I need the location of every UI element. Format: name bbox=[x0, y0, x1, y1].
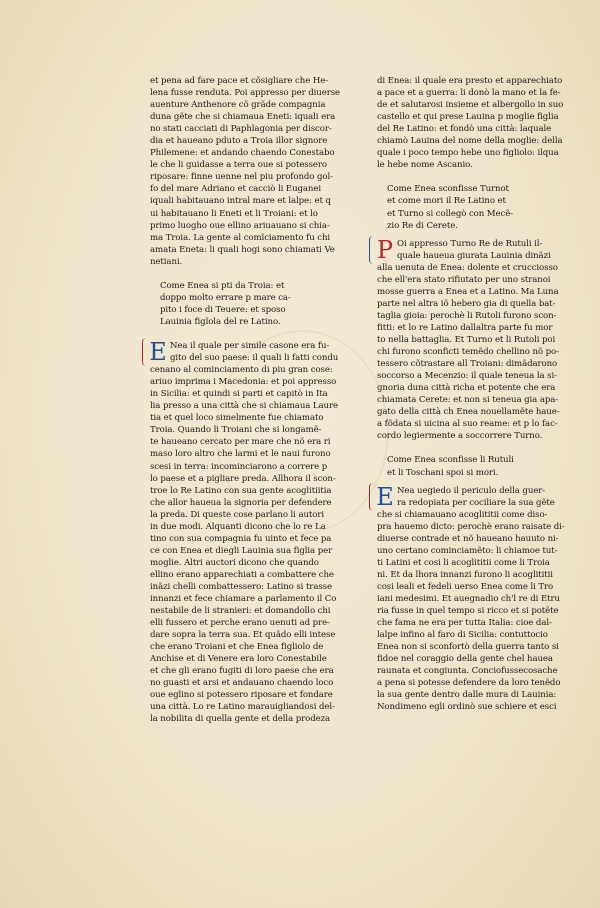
text-line: ariuo imprima i Macedonia: et poi appresso bbox=[150, 377, 337, 388]
text-line: troe lo Re Latino con sua gente acoglitiitia bbox=[150, 485, 332, 496]
text-line: dare sopra la terra sua. Et quãdo elli intese bbox=[150, 630, 336, 641]
text-line: et come mori il Re Latino et bbox=[387, 196, 506, 207]
right-chapter-heading-2 bbox=[377, 454, 600, 478]
text-line: raunata et congiunta. Conciofussecosache bbox=[377, 666, 558, 677]
text-line: alla uenuta de Enea: dolente et crucciosso bbox=[377, 262, 558, 273]
text-line: inãzi chelli combattessero: Latino si trasse bbox=[150, 581, 332, 592]
text-line: scesi in terra: incominciarono a correre p bbox=[150, 461, 328, 472]
text-line: chi furono sconficti temẽdo chellino nõ po- bbox=[377, 347, 559, 358]
text-line: Nea uegiedo il periculo della guer- bbox=[397, 485, 546, 496]
text-line: lena fusse renduta. Poi appresso per diuerse bbox=[150, 88, 341, 99]
text-line: ui habitauano li Eneti et li Troiani: et lo bbox=[150, 208, 318, 219]
text-line: che allor haueua la signoria per defendere bbox=[150, 497, 332, 508]
text-line: Troia. Quando li Troiani che si longamẽ- bbox=[150, 425, 322, 436]
text-line: de et salutarosi insieme et albergollo in suo bbox=[377, 100, 564, 111]
text-line: amata Eneta: li quali hogi sono chiamati Ve bbox=[150, 244, 335, 255]
text-line: nestabile de li stranieri: et domandollo chi bbox=[150, 606, 331, 617]
text-line: iani medesimi. Et auegnadio ch'l re di Etru bbox=[377, 593, 560, 604]
right-chapter-heading-1 bbox=[377, 183, 600, 231]
text-line: Come Enea sconfisse li Rutuli bbox=[387, 455, 514, 466]
text-line: ce con Enea et diegli Lauinia sua figlia per bbox=[150, 545, 333, 556]
text-line: et Turno si collegò con Mecẽ- bbox=[387, 208, 513, 219]
text-line: Lauinia figlola del re Latino. bbox=[160, 316, 281, 327]
text-line: cosi leali et fedeli uerso Enea come li Tro bbox=[377, 581, 554, 592]
text-line: quale haueua giurata Lauinia dinãzi bbox=[397, 250, 551, 261]
text-line: mosse guerra a Enea et a Latino. Ma Luna bbox=[377, 286, 559, 297]
text-line: in Sicilia: et quindi si parti et capitò in Ita bbox=[150, 389, 328, 400]
text-line: taglia gioia: perochè li Rutoli furono scon- bbox=[377, 310, 557, 321]
text-line: duna gẽte che si chiamaua Eneti: iquali era bbox=[150, 112, 336, 123]
text-line: Nea il quale per simile casone era fu- bbox=[170, 341, 330, 352]
right-text-block-2 bbox=[376, 235, 600, 443]
text-line: no guasti et arsi et andauano chaendo loco bbox=[150, 678, 334, 689]
text-line: Oi appresso Turno Re de Rutuli il- bbox=[397, 238, 543, 249]
text-line: riposare: finne uenne nel piu profondo gol- bbox=[150, 172, 333, 183]
text-line: te haueano cercato per mare che nõ era ri bbox=[150, 437, 331, 448]
text-line: tia et quel loco simelmente fue chiamato bbox=[150, 413, 324, 424]
text-line: no stati cacciati di Paphlagonia per discor- bbox=[150, 124, 332, 135]
text-line: Philemene: et andando chaendo Conestabo bbox=[150, 148, 335, 159]
text-line: to nella battaglia. Et Turno et li Rutoli poi bbox=[377, 334, 556, 345]
text-line: a fõdata si uicina al suo reame: et p lo fac- bbox=[377, 419, 558, 430]
text-line: ra redopiata per cociliare la sua gẽte bbox=[397, 497, 555, 508]
text-line: netiani. bbox=[150, 256, 183, 267]
text-line: et li Toschani spoi si mori. bbox=[387, 467, 499, 478]
text-line: la preda. Di queste cose parlano li autori bbox=[150, 509, 324, 520]
text-line: castello et qui prese Lauina p moglie figlia bbox=[377, 112, 559, 123]
text-line: fidoe nel coraggio della gente chel hauea bbox=[377, 654, 553, 665]
text-line: soccorso a Mecenzio: il quale teneua la si- bbox=[377, 371, 557, 382]
text-line: Nondimeno egli ordinò sue schiere et esci bbox=[377, 702, 557, 713]
text-line: la nobilita di quella gente et della prodeza bbox=[150, 714, 331, 725]
text-line: di Enea: il quale era presto et apparechiato bbox=[377, 76, 563, 86]
text-line: tino con sua compagnia fu uinto et fece pa bbox=[150, 533, 332, 544]
text-line: cordo legiermente a soccorrere Turno. bbox=[377, 431, 543, 442]
text-line: lalpe infino al faro di Sicilia: contuttocio bbox=[377, 630, 548, 641]
text-line: pito i foce di Teuere: et sposo bbox=[160, 304, 286, 315]
text-line: chiamò Lauina del nome della moglie: della bbox=[377, 136, 563, 147]
text-line: et pena ad fare pace et cõsigliare che He- bbox=[150, 76, 329, 86]
decorated-initial: E bbox=[376, 482, 394, 511]
text-line: chiamata Cerete: et non si teneua gia apa- bbox=[377, 395, 559, 406]
text-line: innanzi et fece chiamare a parlamento il Co bbox=[150, 594, 337, 605]
right-column bbox=[377, 75, 600, 713]
text-line: moglie. Altri auctori dicono che quando bbox=[150, 557, 319, 568]
text-line: maso loro altro che larmi et le naui furono bbox=[150, 449, 331, 460]
text-line: doppo molto errare p mare ca- bbox=[160, 292, 291, 303]
text-line: a pena si potesse defendere da loro tenẽdo bbox=[377, 678, 561, 689]
text-line: lo paese et a pigliare preda. Allhora il scon- bbox=[150, 473, 336, 484]
text-line: primo luogho oue ellino ariuauano si chia- bbox=[150, 220, 330, 231]
text-line: fo del mare Adriano et cacciò li Euganei bbox=[150, 184, 321, 195]
text-line: auenture Anthenore cõ grãde compagnia bbox=[150, 100, 326, 111]
text-line: quale i poco tempo hebe uno figliolo: ilqua bbox=[377, 148, 559, 159]
text-line: lia presso a una città che si chiamaua Laure bbox=[150, 401, 338, 412]
decorated-initial: P bbox=[376, 235, 394, 264]
text-line: parte nel altra iõ hebero gia di quella bat- bbox=[377, 298, 556, 309]
text-line: ma Troia. La gente al comĩciamento fu chi bbox=[150, 232, 331, 243]
text-line: la sua gente dentro dalle mura di Lauinia: bbox=[377, 690, 557, 701]
text-line: uno certano cominciamẽto: li chiamoe tut- bbox=[377, 545, 558, 556]
text-line: Come Enea si pti da Troia: et bbox=[160, 280, 285, 291]
left-column bbox=[150, 75, 384, 726]
text-line: et che gli erano fugiti di loro paese che era bbox=[150, 666, 334, 677]
text-line: cenano al cominciamento di piu gran cose: bbox=[150, 365, 333, 376]
text-line: ellino erano apparechiati a combattere che bbox=[150, 569, 334, 580]
text-line: elli fussero et perche erano uenuti ad pre- bbox=[150, 618, 330, 629]
text-line: gnoria duna città richa et potente che era bbox=[377, 383, 556, 394]
text-line: Anchise et di Venere era loro Conestabile bbox=[150, 654, 327, 665]
text-line: Enea non si sconfortò della guerra tanto si bbox=[377, 642, 559, 653]
text-line: che si chiamauano acoglititii come diso- bbox=[377, 509, 548, 520]
text-line: del Re Latino: et fondò una città: laquale bbox=[377, 124, 552, 135]
text-line: ti Latini et cosi li acoglititii come li Troia bbox=[377, 557, 550, 568]
text-line: che ell'era stato rifiutato per uno stranoi bbox=[377, 274, 551, 285]
text-line: una città. Lo re Latino marauigliandosi del- bbox=[150, 702, 335, 713]
text-line: ria fusse in quel tempo si ricco et si potẽte bbox=[377, 606, 559, 617]
text-line: iquali habitauano intral mare et lalpe: et q bbox=[150, 196, 331, 207]
text-line: pra hauemo dicto: perochè erano raisate di- bbox=[377, 521, 565, 532]
text-line: oue eglino si potessero riposare et fondare bbox=[150, 690, 333, 701]
text-line: tessero cõtrastare all Troiani: dimãdarono bbox=[377, 359, 558, 370]
text-line: zio Re di Cerete. bbox=[387, 220, 458, 231]
text-line: in due modi. Alquanti dicono che lo re La bbox=[150, 521, 326, 532]
text-line: gito del suo paese: il quali li fatti condu bbox=[170, 353, 339, 364]
text-line: le che li guidasse a terra oue si potessero bbox=[150, 160, 327, 171]
text-line: fitti: et lo re Latino dallaltra parte fu mor bbox=[377, 322, 553, 333]
text-line: diuerse contrade et nõ haueano hauuto ni- bbox=[377, 533, 559, 544]
left-text-block-1 bbox=[150, 75, 384, 268]
left-chapter-heading bbox=[150, 280, 384, 328]
right-text-block-1 bbox=[377, 75, 600, 171]
text-line: le hebe nome Ascanio. bbox=[377, 160, 473, 171]
text-line: dia et haueano pduto a Troia illor signore bbox=[150, 136, 328, 147]
text-line: ni. Et da lhora innanzi furono li acoglititii bbox=[377, 569, 553, 580]
text-line: che erano Troiani et che Enea figliolo de bbox=[150, 642, 324, 653]
left-text-block-2 bbox=[150, 340, 384, 726]
text-line: gato della città ch Enea nouellamẽte haue- bbox=[377, 407, 560, 418]
text-line: Come Enea sconfisse Turnot bbox=[387, 184, 509, 195]
right-text-block-3 bbox=[376, 482, 600, 714]
text-line: che fama ne era per tutta Italia: cioe dal- bbox=[377, 618, 552, 629]
text-line: a pace et a guerra: li donò la mano et la fe- bbox=[377, 88, 561, 99]
decorated-initial: E bbox=[149, 338, 167, 367]
